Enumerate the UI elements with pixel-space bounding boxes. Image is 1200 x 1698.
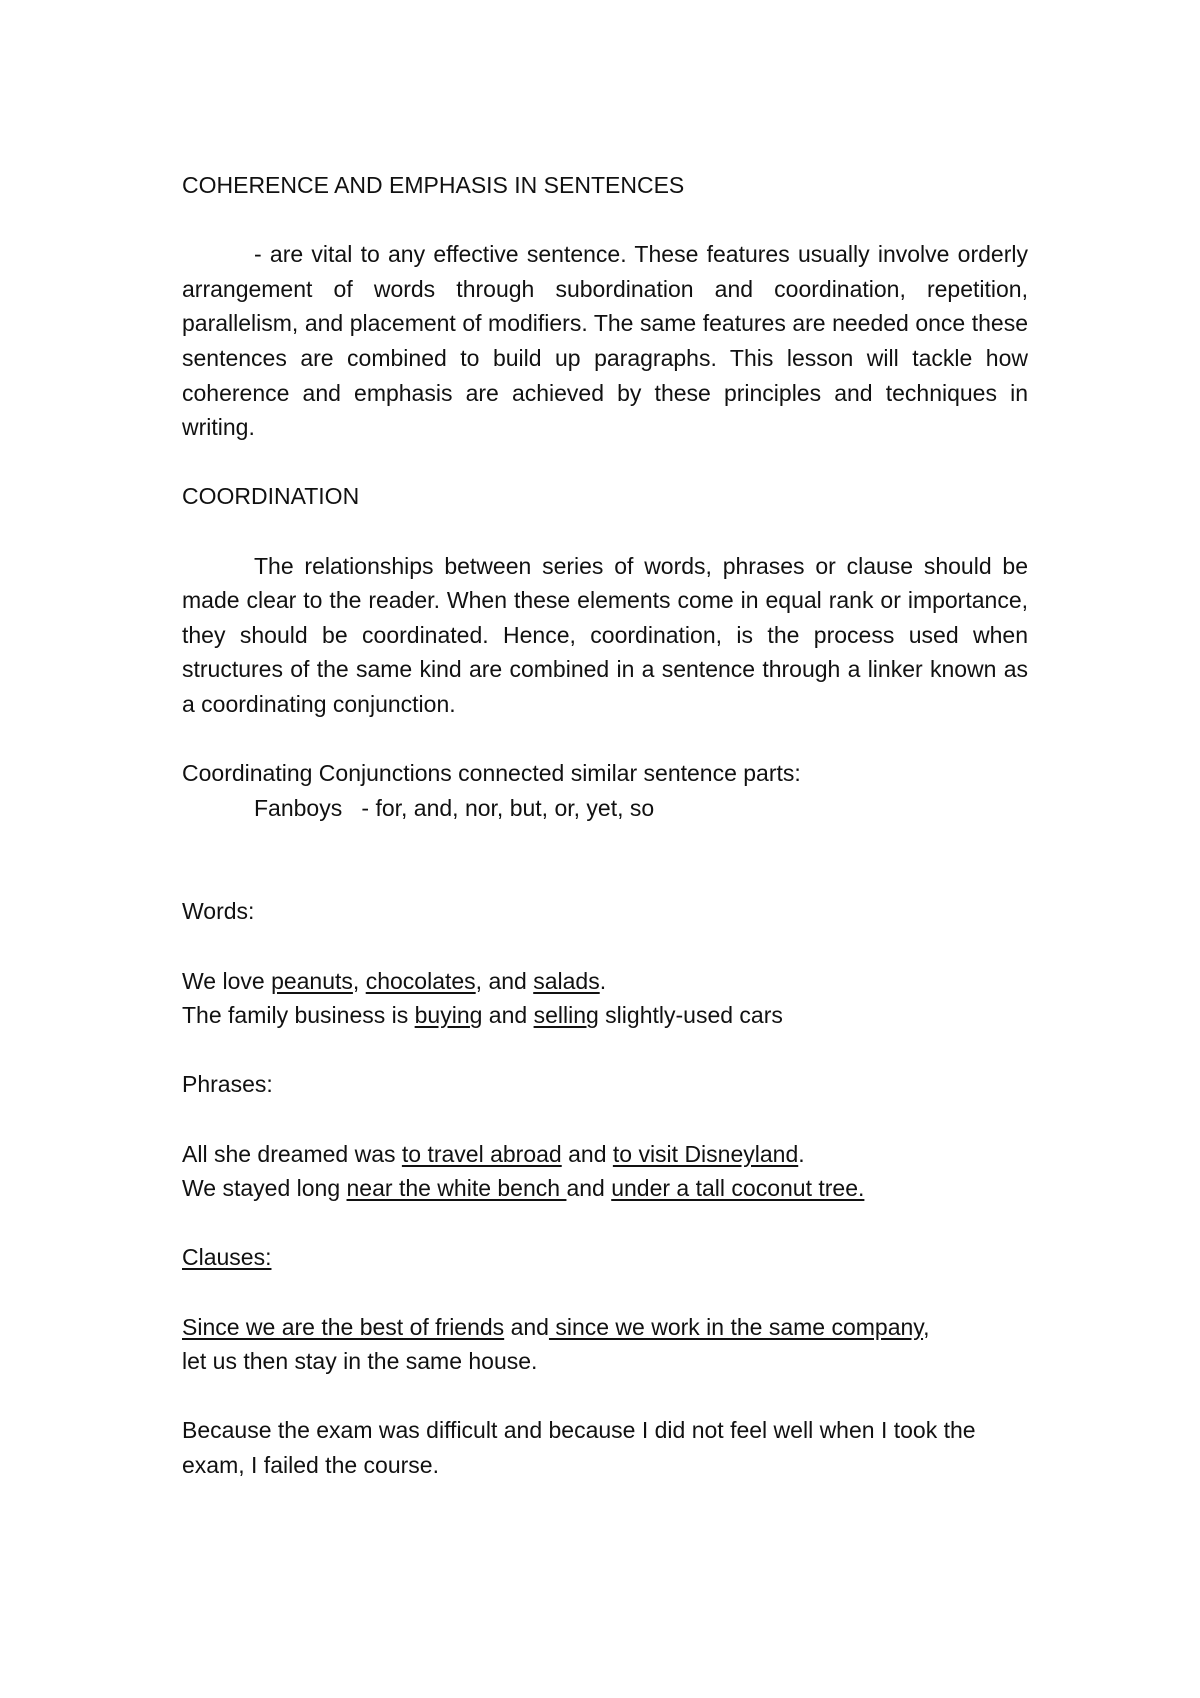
fanboys-line (182, 791, 1028, 826)
underlined-clause: since we work in the same company (548, 1313, 924, 1340)
clauses-heading: Clauses: (182, 1244, 272, 1271)
clauses-example-1: Since we are the best of friends and since we work in the same company, let us then stay in the same house. (182, 1313, 930, 1375)
underlined-clause: Since we are the best of friends (182, 1313, 505, 1340)
underlined-phrase: under a tall coconut tree. (611, 1175, 865, 1202)
coordination-paragraph: The relationships between series of words, phrases or clause should be made clear to the reader. When these elements come in equal rank or importance, they should be coordinated. Hence, coordination, is the process used when structures of the same kind are combined in a sentence through a linker known as a coordinating conjunction. (182, 552, 1028, 717)
clauses-example-2: Because the exam was difficult and because I did not feel well when I took the exam, I failed the course. (182, 1417, 976, 1478)
coordination-heading: COORDINATION (182, 483, 360, 510)
words-example-2: The family business is buying and selling slightly-used cars (182, 1002, 783, 1029)
coordinating-conjunctions-line: Coordinating Conjunctions connected similar sentence parts: (182, 760, 801, 787)
document-title: COHERENCE AND EMPHASIS IN SENTENCES (182, 172, 685, 198)
underlined-phrase: to visit Disneyland (612, 1140, 799, 1167)
fanboys-label: Fanboys (254, 794, 343, 821)
underlined-word: chocolates (365, 967, 476, 994)
words-heading: Words: (182, 898, 255, 925)
underlined-word: selling (533, 1002, 599, 1029)
phrases-example-1: All she dreamed was to travel abroad and to visit Disneyland. (182, 1140, 805, 1167)
document-page (182, 168, 1028, 1483)
underlined-word: buying (414, 1002, 483, 1029)
phrases-example-2: We stayed long near the white bench and under a tall coconut tree. (182, 1175, 865, 1202)
underlined-phrase: to travel abroad (401, 1140, 562, 1167)
underlined-word: peanuts (271, 967, 353, 994)
phrases-heading: Phrases: (182, 1071, 273, 1098)
underlined-phrase: near the white bench (346, 1175, 567, 1202)
intro-paragraph: - are vital to any effective sentence. These features usually involve orderly arrangement of words through subordination and coordination, repetition, parallelism, and placement of modifiers. The same features are needed once these sentences are combined to build up paragraphs. This lesson will tackle how coherence and emphasis are achieved by these principles and techniques in writing. (182, 241, 1028, 441)
underlined-word: salads (533, 967, 600, 994)
words-example-1: We love peanuts, chocolates, and salads. (182, 967, 607, 994)
fanboys-list: - for, and, nor, but, or, yet, so (361, 794, 655, 821)
